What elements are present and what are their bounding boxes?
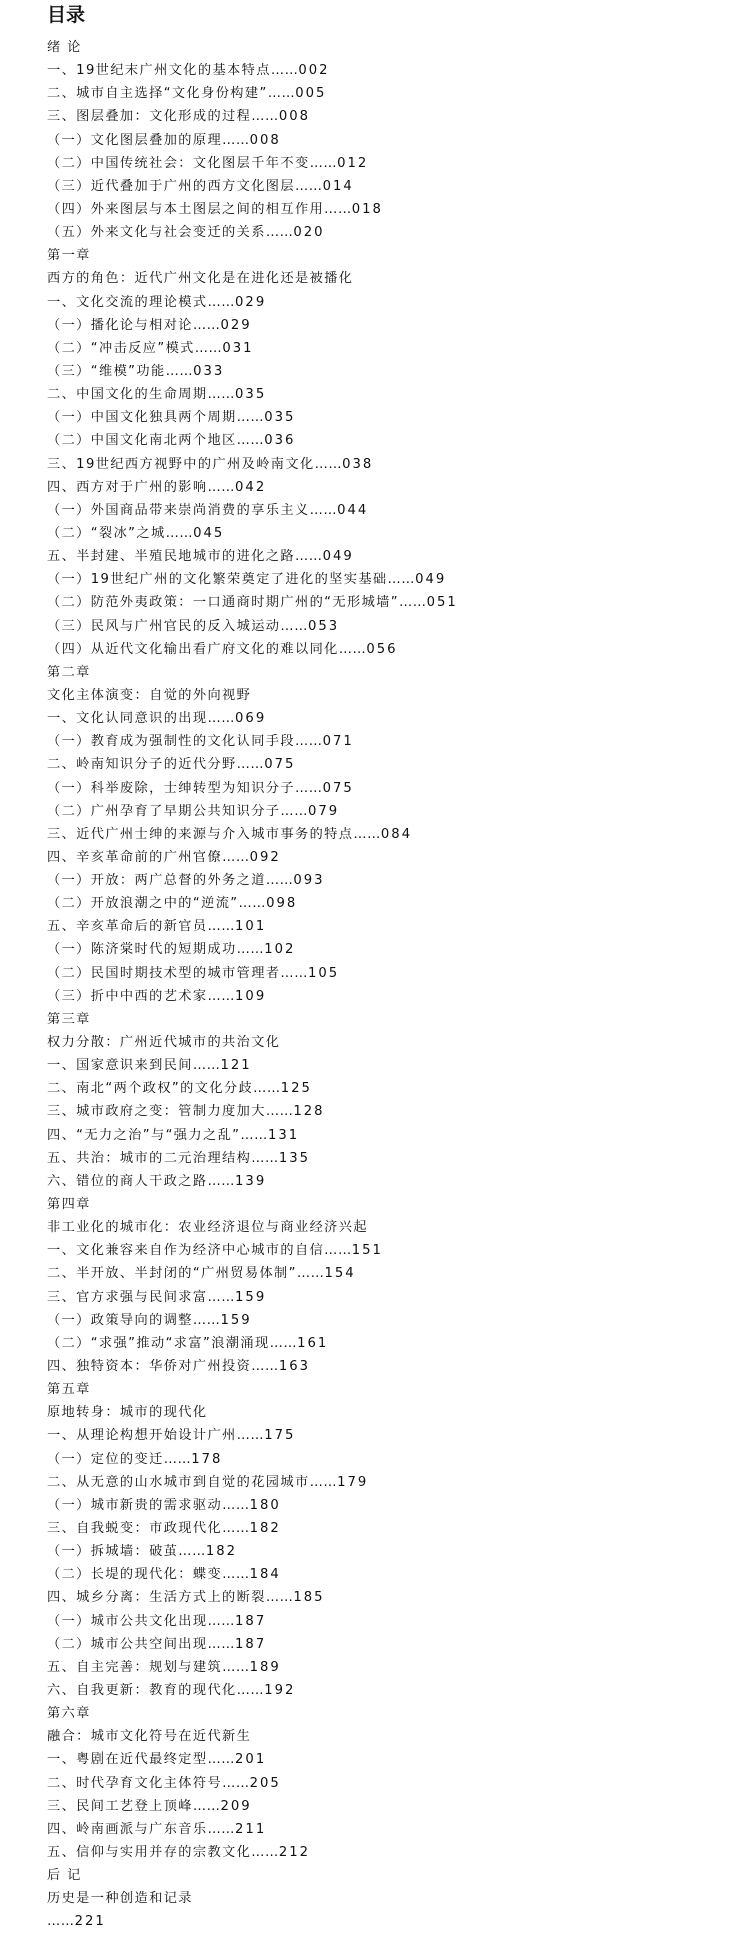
toc-page-number: 038 (342, 456, 374, 472)
toc-page-number: 051 (426, 595, 458, 611)
toc-entry-text: 第一章 (47, 248, 91, 264)
toc-entry (47, 800, 730, 823)
toc-entry-text: 三、自我蜕变：市政现代化 (47, 1521, 223, 1536)
toc-leader-dots: …… (295, 780, 323, 796)
toc-entry (47, 707, 730, 730)
toc-heading (47, 36, 730, 59)
toc-page-number: 069 (235, 711, 267, 727)
toc-entry (47, 522, 730, 545)
toc-title: 目录 (47, 4, 86, 26)
toc-heading (47, 1031, 730, 1054)
toc-entry (47, 1309, 730, 1332)
toc-page-number: 084 (380, 826, 413, 842)
toc-leader-dots: …… (251, 109, 279, 125)
toc-entry (47, 591, 730, 614)
toc-entry (47, 429, 730, 452)
toc-entry-text: 后 记 (47, 1868, 82, 1884)
toc-entry (47, 915, 730, 938)
toc-entry (47, 59, 730, 82)
toc-entry-text: 绪 论 (47, 40, 82, 55)
toc-page-number: 175 (264, 1428, 296, 1444)
toc-entry (47, 1355, 730, 1378)
toc-heading (47, 244, 730, 267)
toc-page-number: 049 (322, 549, 354, 565)
toc-page-number: 154 (324, 1266, 356, 1282)
toc-entry-text: 第二章 (47, 664, 91, 680)
toc-page-number: 109 (235, 988, 267, 1004)
toc-entry-text: 原地转身：城市的现代化 (47, 1405, 208, 1421)
toc-page-number: 102 (264, 942, 296, 958)
toc-entry (47, 730, 730, 753)
toc-page-number: 163 (278, 1359, 310, 1375)
toc-entry-text: （二）长堤的现代化：蝶变 (47, 1567, 223, 1583)
toc-entry (47, 499, 730, 522)
toc-heading (47, 1008, 730, 1031)
toc-entry-text: （一）播化论与相对论 (47, 317, 193, 333)
toc-heading (47, 1193, 730, 1216)
toc-leader-dots: …… (309, 502, 338, 518)
toc-entry-text: 四、独特资本：华侨对广州投资 (47, 1359, 252, 1375)
toc-entry (47, 1448, 730, 1471)
toc-page-number: 151 (351, 1243, 383, 1259)
toc-entry-text: 一、粤剧在近代最终定型 (47, 1752, 208, 1768)
toc-heading (47, 1702, 730, 1725)
toc-heading (47, 1378, 730, 1401)
toc-entry-text: 三、官方求强与民间求富 (47, 1289, 208, 1305)
toc-page-number: 192 (264, 1682, 296, 1698)
toc-entry (47, 1494, 730, 1517)
toc-leader-dots: …… (309, 1474, 338, 1490)
toc-leader-dots: …… (222, 1659, 250, 1675)
toc-entry-text: （一）中国文化独具两个周期 (47, 410, 237, 426)
toc-leader-dots: …… (192, 1798, 221, 1814)
toc-page-number: 079 (307, 803, 340, 819)
toc-entry (47, 1054, 730, 1077)
toc-leader-dots: …… (222, 1497, 250, 1513)
toc-page-number: 201 (235, 1752, 267, 1768)
toc-leader-dots: …… (309, 155, 338, 171)
toc-entry-text: （四）外来图层与本土图层之间的相互作用 (47, 201, 325, 217)
toc-entry (47, 1679, 730, 1702)
toc-entry-text: 第四章 (47, 1197, 91, 1213)
toc-page-number: 044 (337, 502, 369, 518)
toc-entry (47, 82, 730, 105)
toc-entry (47, 1540, 730, 1563)
toc-entry (47, 1262, 730, 1285)
toc-entry (47, 869, 730, 892)
toc-page-number: 002 (298, 63, 330, 79)
toc-leader-dots: …… (324, 201, 352, 217)
toc-entry-text: （二）“裂冰”之城 (47, 525, 166, 541)
toc-entry (47, 1841, 730, 1864)
toc-page-number: 121 (220, 1058, 252, 1074)
toc-entry-text: 二、南北“两个政权”的文化分歧 (47, 1081, 254, 1097)
toc-page-number: 056 (366, 641, 398, 657)
toc-entry-text: （二）防范外夷政策：一口通商时期广州的“无形城墙” (47, 595, 399, 611)
toc-entry-text: （五）外来文化与社会变迁的关系 (47, 225, 266, 241)
toc-page-number: 008 (249, 132, 281, 148)
toc-page-number: 185 (293, 1590, 325, 1606)
toc-page-number: 211 (235, 1821, 267, 1837)
toc-entry-text: 二、半开放、半封闭的“广州贸易体制” (47, 1266, 297, 1282)
toc-leader-dots: …… (207, 1752, 236, 1768)
toc-entry-text: 三、图层叠加：文化形成的过程 (47, 109, 252, 125)
toc-leader-dots: …… (207, 479, 236, 495)
toc-entry-text: 六、自我更新：教育的现代化 (47, 1682, 237, 1698)
toc-page-number: 012 (337, 155, 369, 171)
toc-leader-dots: …… (207, 919, 236, 935)
toc-entry-text: 四、西方对于广州的影响 (47, 479, 208, 495)
toc-leader-dots: …… (253, 1081, 281, 1097)
toc-entry-text: （二）城市公共空间出现 (47, 1636, 208, 1652)
toc-page-number: 212 (278, 1844, 310, 1860)
toc-entry-text: 四、辛亥革命前的广州官僚 (47, 849, 223, 865)
toc-page-number: 139 (235, 1173, 267, 1189)
toc-entry-text: 六、错位的商人干政之路 (47, 1173, 208, 1189)
toc-leader-dots: …… (192, 317, 221, 333)
toc-leader-dots: …… (353, 826, 381, 842)
toc-heading (47, 1887, 730, 1910)
toc-entry-text: （一）文化图层叠加的原理 (47, 132, 223, 148)
toc-entry (47, 1286, 730, 1309)
toc-leader-dots: …… (178, 1544, 206, 1560)
toc-entry (47, 1772, 730, 1795)
toc-page-number: 135 (278, 1150, 310, 1166)
toc-entry (47, 129, 730, 152)
toc-leader-dots: …… (295, 549, 323, 565)
toc-entry (47, 545, 730, 568)
toc-entry (47, 1795, 730, 1818)
toc-entry (47, 1100, 730, 1123)
toc-leader-dots: …… (270, 63, 299, 79)
toc-page-number: 159 (235, 1289, 267, 1305)
toc-leader-dots: …… (163, 1451, 192, 1467)
toc-leader-dots: …… (207, 1613, 236, 1629)
toc-leader-dots: …… (165, 525, 194, 541)
toc-leader-dots: …… (165, 363, 194, 379)
toc-entry-text: 第三章 (47, 1011, 91, 1027)
toc-page-number: 029 (235, 294, 267, 310)
toc-leader-dots: …… (238, 896, 267, 912)
toc-page-number: 008 (278, 109, 310, 125)
toc-entry (47, 1610, 730, 1633)
toc-leader-dots: …… (207, 1636, 236, 1652)
toc-entry-text: （二）开放浪潮之中的“逆流” (47, 896, 239, 912)
toc-leader-dots: …… (267, 86, 296, 102)
toc-page-number: 053 (307, 618, 340, 634)
toc-entry-text: （一）19世纪广州的文化繁荣奠定了进化的坚实基础 (47, 572, 388, 588)
toc-leader-dots: …… (269, 1335, 298, 1351)
toc-leader-dots: …… (222, 1521, 250, 1536)
toc-page-number: 092 (249, 849, 281, 865)
toc-entry (47, 406, 730, 429)
toc-page-number: 098 (266, 896, 298, 912)
toc-entry-text: 文化主体演变：自觉的外向视野 (47, 687, 252, 703)
toc-entry (47, 198, 730, 221)
toc-entry-text: 一、文化交流的理论模式 (47, 294, 208, 310)
toc-page-number: 182 (205, 1544, 238, 1560)
toc-page-number: 036 (264, 433, 296, 449)
toc-leader-dots: …… (265, 873, 294, 889)
toc-page-number: 178 (191, 1451, 223, 1467)
toc-page-number: 033 (193, 363, 225, 379)
toc-entry (47, 383, 730, 406)
toc-entry (47, 1517, 730, 1540)
toc-page-number: 179 (337, 1474, 369, 1490)
toc-leader-dots: …… (236, 410, 265, 426)
toc-entry (47, 1332, 730, 1355)
toc-entry-text: 五、信仰与实用并存的宗教文化 (47, 1844, 252, 1860)
toc-entry (47, 453, 730, 476)
toc-leader-dots: …… (240, 1127, 268, 1143)
toc-entry-text: 一、从理论构想开始设计广州 (47, 1428, 237, 1444)
toc-entry (47, 938, 730, 961)
toc-entry-text: 五、辛亥革命后的新官员 (47, 919, 208, 935)
toc-entry-text: 一、文化认同意识的出现 (47, 711, 208, 727)
toc-entry (47, 985, 730, 1008)
toc-entry-text: 五、自主完善：规划与建筑 (47, 1659, 223, 1675)
toc-page-number: 205 (249, 1775, 281, 1791)
toc-entry (47, 1239, 730, 1262)
toc-entry-text: 一、国家意识来到民间 (47, 1058, 193, 1074)
toc-entry (47, 892, 730, 915)
toc-page-number: 035 (264, 410, 296, 426)
toc-entry-text: 二、岭南知识分子的近代分野 (47, 757, 237, 773)
toc-leader-dots: …… (236, 1428, 265, 1444)
toc-entry (47, 1471, 730, 1494)
toc-entry-text: 历史是一种创造和记录 (47, 1891, 193, 1907)
toc-entry-text: 一、19世纪末广州文化的基本特点 (47, 63, 271, 79)
toc-page-number: 159 (220, 1312, 252, 1328)
toc-entry (47, 777, 730, 800)
toc-leader-dots: …… (236, 1682, 265, 1698)
toc-entry-text: （二）“求强”推动“求富”浪潮涌现 (47, 1335, 270, 1351)
toc-leader-dots: …… (295, 178, 323, 194)
toc-entry (47, 638, 730, 661)
toc-entry (47, 823, 730, 846)
toc-entry (47, 1424, 730, 1447)
toc-leader-dots: …… (207, 387, 236, 403)
toc-leader-dots: …… (265, 225, 294, 241)
toc-page-number: 071 (322, 734, 354, 750)
toc-entry-text: （一）定位的变迁 (47, 1451, 164, 1467)
toc-entry-text: （一）城市新贵的需求驱动 (47, 1497, 223, 1513)
toc-entry (47, 476, 730, 499)
toc-entry-text: （四）从近代文化输出看广府文化的难以同化 (47, 641, 339, 657)
toc-leader-dots: …… (280, 965, 308, 981)
toc-leader-dots: …… (295, 734, 323, 750)
toc-leader-dots: …… (338, 641, 367, 657)
toc-entry (47, 1077, 730, 1100)
toc-leader-dots: …… (324, 1243, 352, 1259)
toc-entry-text: （一）外国商品带来崇尚消费的享乐主义 (47, 502, 310, 518)
toc-page-number: 020 (293, 225, 325, 241)
toc-page-number: 018 (351, 201, 383, 217)
toc-page-number: 093 (293, 873, 325, 889)
toc-entry-text: 五、半封建、半殖民地城市的进化之路 (47, 549, 295, 565)
toc-entry (47, 337, 730, 360)
toc-leader-dots: …… (236, 433, 265, 449)
toc-entry-text: （一）拆城墙：破茧 (47, 1544, 179, 1560)
toc-entry-text: 三、19世纪西方视野中的广州及岭南文化 (47, 456, 315, 472)
toc-entry (47, 1586, 730, 1609)
toc-heading (47, 1216, 730, 1239)
toc-entry-text: （三）近代叠加于广州的西方文化图层 (47, 178, 295, 194)
toc-page-number: 045 (193, 525, 225, 541)
toc-entry (47, 962, 730, 985)
toc-leader-dots: …… (194, 340, 223, 356)
toc-entry-text: （一）陈济棠时代的短期成功 (47, 942, 237, 958)
toc-entry-text: 二、从无意的山水城市到自觉的花园城市 (47, 1474, 310, 1490)
toc-leader-dots: …… (265, 1104, 294, 1120)
toc-leader-dots: …… (222, 132, 250, 148)
toc-entry (47, 1124, 730, 1147)
toc-entry-text: 二、时代孕育文化主体符号 (47, 1775, 223, 1791)
toc-entry-text: 三、近代广州士绅的来源与介入城市事务的特点 (47, 826, 354, 842)
toc-entry (47, 568, 730, 591)
toc-leader-dots: …… (280, 618, 308, 634)
toc-entry-text: （一）城市公共文化出现 (47, 1613, 208, 1629)
toc-page-number: 125 (280, 1081, 312, 1097)
toc-leader-dots: …… (207, 1173, 236, 1189)
toc-entry-text: （一）科举废除，士绅转型为知识分子 (47, 780, 295, 796)
toc-leader-dots: …… (207, 294, 236, 310)
toc-leader-dots: …… (192, 1058, 221, 1074)
toc-entry (47, 221, 730, 244)
toc-leader-dots: …… (265, 1590, 294, 1606)
toc-entry (47, 615, 730, 638)
toc-heading (47, 1725, 730, 1748)
toc-entry-text: 四、“无力之治”与“强力之乱” (47, 1127, 241, 1143)
toc-page-number: 131 (267, 1127, 300, 1143)
toc-leader-dots: …… (296, 1266, 325, 1282)
toc-leader-dots: …… (207, 988, 236, 1004)
toc-entry-text: 三、城市政府之变：管制力度加大 (47, 1104, 266, 1120)
toc-leader-dots: …… (251, 1150, 279, 1166)
toc-entry-text: （二）民国时期技术型的城市管理者 (47, 965, 281, 981)
toc-entry-text: 一、文化兼容来自作为经济中心城市的自信 (47, 1243, 325, 1259)
toc-entry (47, 291, 730, 314)
toc-entry-text: （二）广州孕育了早期公共知识分子 (47, 803, 281, 819)
toc-entry-text: （一）教育成为强制性的文化认同手段 (47, 734, 295, 750)
toc-entry-text: 融合：城市文化符号在近代新生 (47, 1729, 252, 1745)
toc-entry (47, 1656, 730, 1679)
toc-page-number: 029 (220, 317, 252, 333)
toc-entry-text: （二）中国文化南北两个地区 (47, 433, 237, 449)
toc-leader-dots: …… (47, 1914, 75, 1930)
toc-entry-text: 西方的角色：近代广州文化是在进化还是被播化 (47, 271, 354, 287)
toc-entry (47, 1818, 730, 1841)
toc-list (47, 36, 730, 1934)
toc-entry-text: 四、岭南画派与广东音乐 (47, 1821, 208, 1837)
toc-entry-text: （一）开放：两广总督的外务之道 (47, 873, 266, 889)
toc-page-number: 031 (222, 340, 254, 356)
toc-leader-dots: …… (222, 1775, 250, 1791)
toc-entry (47, 1910, 730, 1933)
toc-heading (47, 684, 730, 707)
toc-page-number: 049 (415, 572, 447, 588)
toc-entry-text: 二、中国文化的生命周期 (47, 387, 208, 403)
toc-page-number: 075 (264, 757, 296, 773)
toc-page-number: 161 (297, 1335, 329, 1351)
toc-page-number: 101 (235, 919, 267, 935)
toc-leader-dots: …… (251, 1844, 279, 1860)
toc-leader-dots: …… (387, 572, 416, 588)
toc-page-number: 035 (235, 387, 267, 403)
toc-entry (47, 1563, 730, 1586)
toc-page-number: 014 (322, 178, 354, 194)
toc-heading (47, 1401, 730, 1424)
toc-page-number: 184 (249, 1567, 281, 1583)
toc-entry-text: 五、共治：城市的二元治理结构 (47, 1150, 252, 1166)
toc-leader-dots: …… (236, 757, 265, 773)
toc-entry-text: （三）民风与广州官民的反入城运动 (47, 618, 281, 634)
toc-leader-dots: …… (207, 711, 236, 727)
toc-entry (47, 152, 730, 175)
toc-leader-dots: …… (222, 1567, 250, 1583)
toc-entry-text: 非工业化的城市化：农业经济退位与商业经济兴起 (47, 1220, 368, 1236)
toc-entry-text: （三）折中中西的艺术家 (47, 988, 208, 1004)
toc-page-number: 180 (249, 1497, 281, 1513)
toc-page-number: 221 (74, 1914, 106, 1930)
toc-leader-dots: …… (314, 456, 343, 472)
toc-page-number: 182 (249, 1521, 281, 1536)
toc-page-number: 005 (295, 86, 327, 102)
toc-page-number: 128 (293, 1104, 325, 1120)
toc-entry (47, 753, 730, 776)
toc-entry (47, 314, 730, 337)
toc-entry-text: （二）中国传统社会：文化图层千年不变 (47, 155, 310, 171)
toc-leader-dots: …… (236, 942, 265, 958)
toc-leader-dots: …… (222, 849, 250, 865)
toc-page-number: 209 (220, 1798, 252, 1814)
toc-leader-dots: …… (398, 595, 427, 611)
toc-leader-dots: …… (207, 1289, 236, 1305)
toc-leader-dots: …… (280, 803, 308, 819)
toc-entry-text: 第五章 (47, 1382, 91, 1398)
toc-entry (47, 1170, 730, 1193)
toc-page-number: 105 (307, 965, 340, 981)
toc-entry (47, 105, 730, 128)
toc-entry (47, 1147, 730, 1170)
toc-page-number: 189 (249, 1659, 281, 1675)
toc-entry (47, 846, 730, 869)
toc-entry (47, 1633, 730, 1656)
toc-page-number: 075 (322, 780, 354, 796)
toc-entry (47, 1748, 730, 1771)
toc-leader-dots: …… (207, 1821, 236, 1837)
toc-page-number: 187 (235, 1636, 267, 1652)
toc-page-number: 042 (235, 479, 267, 495)
toc-entry-text: 第六章 (47, 1706, 91, 1722)
toc-leader-dots: …… (251, 1359, 279, 1375)
toc-entry (47, 175, 730, 198)
toc-heading (47, 267, 730, 290)
toc-entry-text: （三）“维模”功能 (47, 363, 166, 379)
toc-heading (47, 1864, 730, 1887)
toc-entry-text: 权力分散：广州近代城市的共治文化 (47, 1035, 281, 1051)
toc-entry-text: （二）“冲击反应”模式 (47, 340, 195, 356)
toc-page-number: 187 (235, 1613, 267, 1629)
toc-entry (47, 360, 730, 383)
toc-heading (47, 661, 730, 684)
toc-leader-dots: …… (192, 1312, 221, 1328)
toc-entry-text: 三、民间工艺登上顶峰 (47, 1798, 193, 1814)
toc-entry-text: （一）政策导向的调整 (47, 1312, 193, 1328)
toc-entry-text: 二、城市自主选择“文化身份构建” (47, 86, 268, 102)
toc-entry-text: 四、城乡分离：生活方式上的断裂 (47, 1590, 266, 1606)
